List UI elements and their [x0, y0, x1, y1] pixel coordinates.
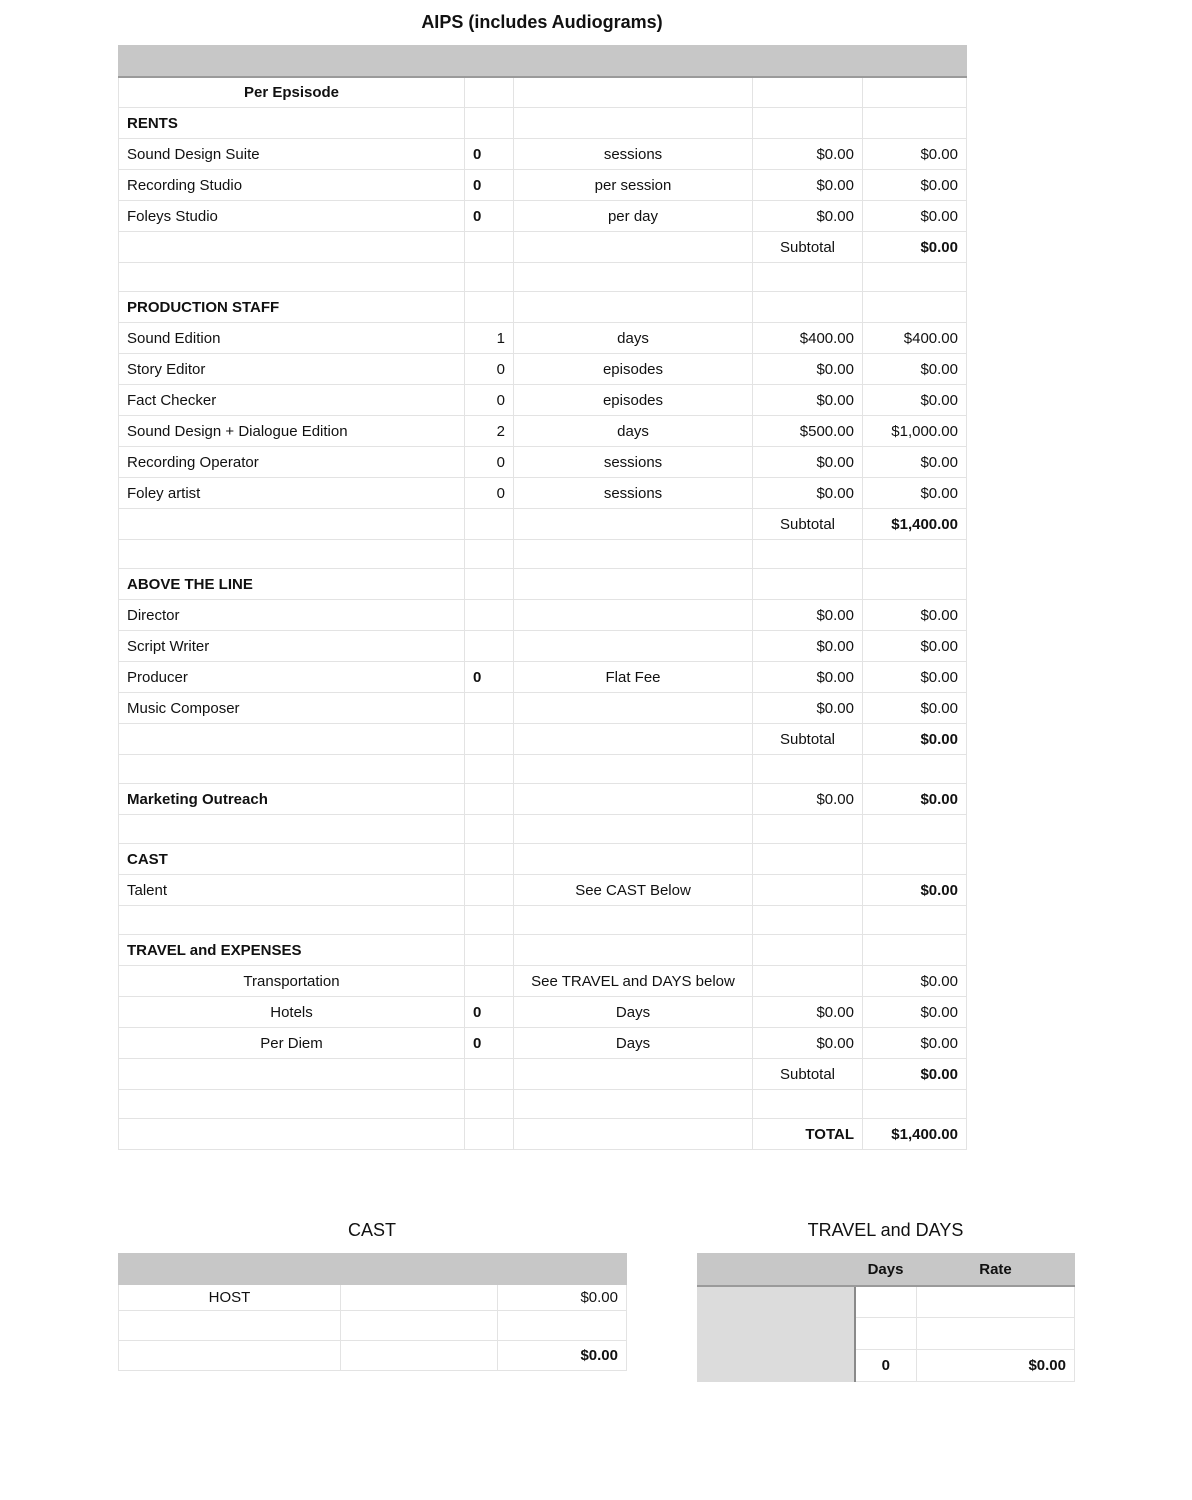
subtotal-label: Subtotal [753, 724, 863, 755]
table-row [119, 784, 967, 815]
item-cell: Per Diem [119, 1028, 465, 1059]
subtotal-row [119, 232, 967, 263]
unit-cell: See TRAVEL and DAYS below [514, 966, 753, 997]
unit-cell [514, 600, 753, 631]
total-cell: $0.00 [863, 139, 967, 170]
item-cell: Hotels [119, 997, 465, 1028]
subtotal-label: Subtotal [753, 509, 863, 540]
rate-cell: $0.00 [753, 784, 863, 815]
header-row [119, 46, 967, 77]
section-heading-row [119, 108, 967, 139]
rate-cell [753, 966, 863, 997]
total-cell: $0.00 [863, 875, 967, 906]
subtotal-label: Subtotal [753, 1059, 863, 1090]
table-row [119, 600, 967, 631]
per-episode-label: Per Epsisode [119, 77, 465, 108]
total-cell: $0.00 [863, 385, 967, 416]
rate-cell: $400.00 [753, 323, 863, 354]
qty-cell: 0 [465, 139, 514, 170]
item-cell: Story Editor [119, 354, 465, 385]
item-cell: Music Composer [119, 693, 465, 724]
table-row [119, 77, 967, 108]
item-cell: Sound Design + Dialogue Edition [119, 416, 465, 447]
item-cell: Director [119, 600, 465, 631]
table-row [119, 1285, 627, 1311]
table-row [119, 997, 967, 1028]
total-cell: $0.00 [863, 1028, 967, 1059]
rate-cell: $0.00 [753, 354, 863, 385]
days-header: Days [855, 1254, 917, 1286]
marketing-heading: Marketing Outreach [119, 784, 465, 815]
travel-table-title: TRAVEL and DAYS [807, 1220, 964, 1240]
item-cell: Recording Operator [119, 447, 465, 478]
qty-cell [465, 693, 514, 724]
unit-cell: sessions [514, 478, 753, 509]
rate-cell: $0.00 [753, 385, 863, 416]
days-value: 0 [855, 1350, 917, 1382]
total-cell: $0.00 [863, 201, 967, 232]
cast-table-title: CAST [347, 1220, 396, 1240]
total-cell: $400.00 [863, 323, 967, 354]
subtotal-value: $0.00 [863, 232, 967, 263]
qty-cell: 1 [465, 323, 514, 354]
total-cell: $0.00 [863, 170, 967, 201]
section-heading-row [119, 935, 967, 966]
table-row [119, 966, 967, 997]
total-cell: $0.00 [863, 966, 967, 997]
travel-heading: TRAVEL and EXPENSES [119, 935, 465, 966]
item-cell: Transportation [119, 966, 465, 997]
qty-cell: 0 [465, 478, 514, 509]
total-cell: $0.00 [863, 600, 967, 631]
cast-heading: CAST [119, 844, 465, 875]
qty-cell: 0 [465, 385, 514, 416]
table-row [119, 170, 967, 201]
total-cell: $0.00 [863, 662, 967, 693]
unit-cell: episodes [514, 354, 753, 385]
section-heading-row [119, 844, 967, 875]
table-row [698, 1350, 1075, 1382]
unit-cell: Days [514, 997, 753, 1028]
qty-cell [465, 600, 514, 631]
table-row [119, 1341, 627, 1371]
item-cell: Recording Studio [119, 170, 465, 201]
subtotal-value: $0.00 [863, 724, 967, 755]
table-row [119, 1028, 967, 1059]
unit-cell [514, 693, 753, 724]
unit-cell: days [514, 323, 753, 354]
rate-cell: $0.00 [753, 201, 863, 232]
item-cell: Foley artist [119, 478, 465, 509]
subtotal-row [119, 1059, 967, 1090]
qty-cell: 0 [465, 1028, 514, 1059]
qty-cell: 2 [465, 416, 514, 447]
qty-cell: 0 [465, 170, 514, 201]
unit-cell [514, 631, 753, 662]
unit-cell: per session [514, 170, 753, 201]
total-cell: $0.00 [863, 478, 967, 509]
table-row [119, 478, 967, 509]
rate-value: $0.00 [917, 1350, 1075, 1382]
travel-days-table [697, 1253, 1075, 1382]
table-row [119, 385, 967, 416]
section-heading-row [119, 569, 967, 600]
rate-cell: $0.00 [753, 1028, 863, 1059]
item-cell: Sound Design Suite [119, 139, 465, 170]
subtotal-value: $1,400.00 [863, 509, 967, 540]
grand-total-row [119, 1119, 967, 1150]
qty-cell: 0 [465, 447, 514, 478]
item-cell: Talent [119, 875, 465, 906]
host-label: HOST [119, 1285, 341, 1311]
qty-cell [465, 966, 514, 997]
subtotal-value: $0.00 [863, 1059, 967, 1090]
unit-cell: Flat Fee [514, 662, 753, 693]
table-row [119, 631, 967, 662]
above-the-line-heading: ABOVE THE LINE [119, 569, 465, 600]
unit-cell: episodes [514, 385, 753, 416]
unit-cell: days [514, 416, 753, 447]
cast-table [118, 1253, 627, 1371]
table-row [119, 662, 967, 693]
unit-cell: sessions [514, 139, 753, 170]
grand-total-value: $1,400.00 [863, 1119, 967, 1150]
qty-cell: 0 [465, 201, 514, 232]
item-cell: Fact Checker [119, 385, 465, 416]
section-heading-row [119, 292, 967, 323]
table-row [119, 447, 967, 478]
grand-total-label: TOTAL [753, 1119, 863, 1150]
rate-cell: $0.00 [753, 997, 863, 1028]
rate-cell: $0.00 [753, 447, 863, 478]
subtotal-row [119, 724, 967, 755]
rate-cell: $0.00 [753, 662, 863, 693]
rate-cell: $0.00 [753, 139, 863, 170]
rate-cell: $500.00 [753, 416, 863, 447]
table-row [119, 693, 967, 724]
qty-cell: 0 [465, 354, 514, 385]
subtotal-row [119, 509, 967, 540]
table-row [119, 354, 967, 385]
total-cell: $0.00 [863, 997, 967, 1028]
host-amount: $0.00 [498, 1285, 627, 1311]
rate-cell: $0.00 [753, 631, 863, 662]
table-row [119, 323, 967, 354]
budget-table [118, 45, 967, 1150]
rate-cell: $0.00 [753, 600, 863, 631]
qty-cell: 0 [465, 997, 514, 1028]
item-cell: Sound Edition [119, 323, 465, 354]
table-row [119, 139, 967, 170]
total-cell: $0.00 [863, 693, 967, 724]
unit-cell: See CAST Below [514, 875, 753, 906]
rate-header: Rate [917, 1254, 1075, 1286]
total-cell: $1,000.00 [863, 416, 967, 447]
subtotal-label: Subtotal [753, 232, 863, 263]
cast-total: $0.00 [498, 1341, 627, 1371]
table-row [119, 875, 967, 906]
unit-cell: Days [514, 1028, 753, 1059]
page-title: AIPS (includes Audiograms) [421, 12, 663, 32]
unit-cell: sessions [514, 447, 753, 478]
total-cell: $0.00 [863, 447, 967, 478]
item-cell: Script Writer [119, 631, 465, 662]
qty-cell [465, 631, 514, 662]
item-cell: Foleys Studio [119, 201, 465, 232]
total-cell: $0.00 [863, 631, 967, 662]
qty-cell: 0 [465, 662, 514, 693]
table-row [119, 416, 967, 447]
production-staff-heading: PRODUCTION STAFF [119, 292, 465, 323]
table-row [119, 201, 967, 232]
unit-cell: per day [514, 201, 753, 232]
item-cell: Producer [119, 662, 465, 693]
rate-cell: $0.00 [753, 170, 863, 201]
total-cell: $0.00 [863, 354, 967, 385]
rents-heading: RENTS [119, 108, 465, 139]
total-cell: $0.00 [863, 784, 967, 815]
rate-cell: $0.00 [753, 478, 863, 509]
rate-cell: $0.00 [753, 693, 863, 724]
